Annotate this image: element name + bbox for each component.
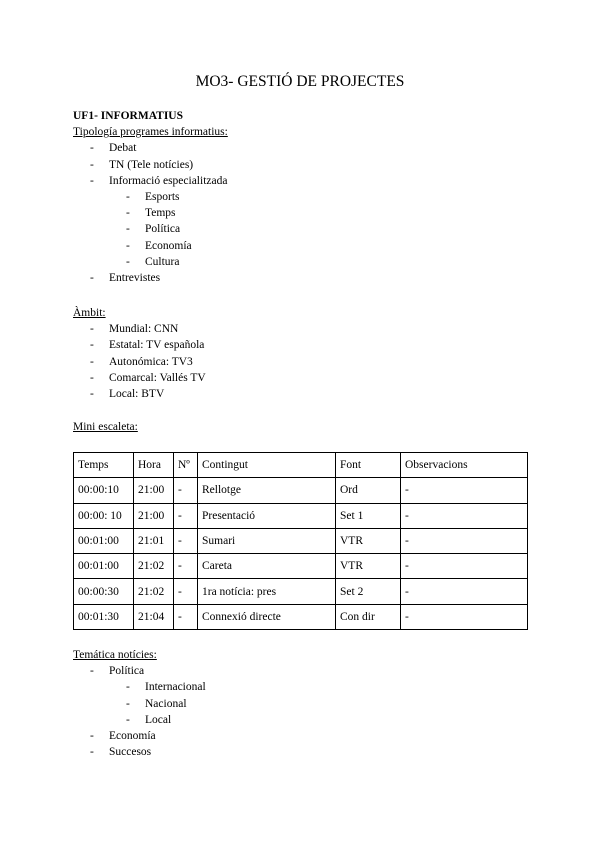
table-cell: 1ra notícia: pres — [198, 579, 336, 604]
table-cell: - — [174, 478, 198, 503]
topics-list — [73, 663, 533, 760]
column-header: Hora — [134, 453, 174, 478]
typology-section — [73, 108, 533, 286]
table-cell: Careta — [198, 554, 336, 579]
column-header: Nº — [174, 453, 198, 478]
list-item: - Entrevistes — [73, 270, 533, 286]
topics-heading: Temática notícies: — [73, 649, 157, 661]
table-cell: - — [174, 579, 198, 604]
typology-heading: Tipología programes informatius: — [73, 126, 228, 139]
table-row — [74, 503, 528, 528]
table-cell: - — [174, 528, 198, 553]
table-row — [74, 554, 528, 579]
table-cell: Ord — [336, 478, 401, 503]
sub-list-item: - Nacional — [73, 696, 533, 712]
sub-list-item: - Política — [73, 221, 533, 237]
list-item: - Local: BTV — [73, 386, 533, 402]
list-item: - Mundial: CNN — [73, 321, 533, 337]
table-cell: 00:01:00 — [74, 554, 134, 579]
table-cell: Rellotge — [198, 478, 336, 503]
sub-list-item: - Temps — [73, 205, 533, 221]
table-cell: VTR — [336, 528, 401, 553]
list-item: - Política — [73, 663, 533, 679]
sub-list-item: - Internacional — [73, 679, 533, 695]
unit-heading: UF1- INFORMATIUS — [73, 110, 183, 122]
table-cell: Presentació — [198, 503, 336, 528]
table-header-row — [74, 453, 528, 478]
table-cell: 00:00:10 — [74, 478, 134, 503]
table-cell: VTR — [336, 554, 401, 579]
column-header: Contingut — [198, 453, 336, 478]
rundown-table — [73, 452, 528, 630]
list-item: - Estatal: TV española — [73, 337, 533, 353]
table-cell: 00:00:30 — [74, 579, 134, 604]
table-cell: 00:00: 10 — [74, 503, 134, 528]
table-cell: - — [401, 528, 528, 553]
scope-section — [73, 305, 533, 402]
list-item: - Comarcal: Vallés TV — [73, 370, 533, 386]
table-cell: Con dir — [336, 604, 401, 629]
table-cell: 00:01:30 — [74, 604, 134, 629]
table-cell: 21:01 — [134, 528, 174, 553]
typology-list — [73, 140, 533, 286]
table-cell: - — [401, 478, 528, 503]
list-item: - Succesos — [73, 744, 533, 760]
table-cell: Connexió directe — [198, 604, 336, 629]
table-row — [74, 604, 528, 629]
table-cell: - — [174, 503, 198, 528]
table-row — [74, 579, 528, 604]
table-cell: - — [174, 554, 198, 579]
table-cell: 21:02 — [134, 554, 174, 579]
table-cell: - — [401, 579, 528, 604]
table-cell: 21:04 — [134, 604, 174, 629]
table-row — [74, 528, 528, 553]
sub-list-item: - Esports — [73, 189, 533, 205]
table-cell: - — [174, 604, 198, 629]
list-item: - TN (Tele notícies) — [73, 157, 533, 173]
rundown-heading: Mini escaleta: — [73, 421, 138, 433]
sub-list-item: - Local — [73, 712, 533, 728]
table-cell: 21:00 — [134, 478, 174, 503]
table-cell: - — [401, 503, 528, 528]
sub-list-item: - Cultura — [73, 254, 533, 270]
column-header: Observacions — [401, 453, 528, 478]
column-header: Font — [336, 453, 401, 478]
rundown-section — [73, 419, 533, 435]
table-row — [74, 478, 528, 503]
column-header: Temps — [74, 453, 134, 478]
table-cell: Set 2 — [336, 579, 401, 604]
table-cell: Set 1 — [336, 503, 401, 528]
document-title: MO3- GESTIÓ DE PROJECTES — [195, 73, 405, 90]
topics-section — [73, 647, 533, 760]
table-cell: 00:01:00 — [74, 528, 134, 553]
list-item: - Economía — [73, 728, 533, 744]
scope-list — [73, 321, 533, 402]
table-cell: Sumari — [198, 528, 336, 553]
scope-heading: Àmbit: — [73, 307, 106, 319]
table-cell: - — [401, 554, 528, 579]
table-cell: 21:00 — [134, 503, 174, 528]
sub-list-item: - Economía — [73, 238, 533, 254]
list-item: - Autonómica: TV3 — [73, 354, 533, 370]
table-cell: - — [401, 604, 528, 629]
table-cell: 21:02 — [134, 579, 174, 604]
list-item: - Debat — [73, 140, 533, 156]
list-item: - Informació especialitzada — [73, 173, 533, 189]
